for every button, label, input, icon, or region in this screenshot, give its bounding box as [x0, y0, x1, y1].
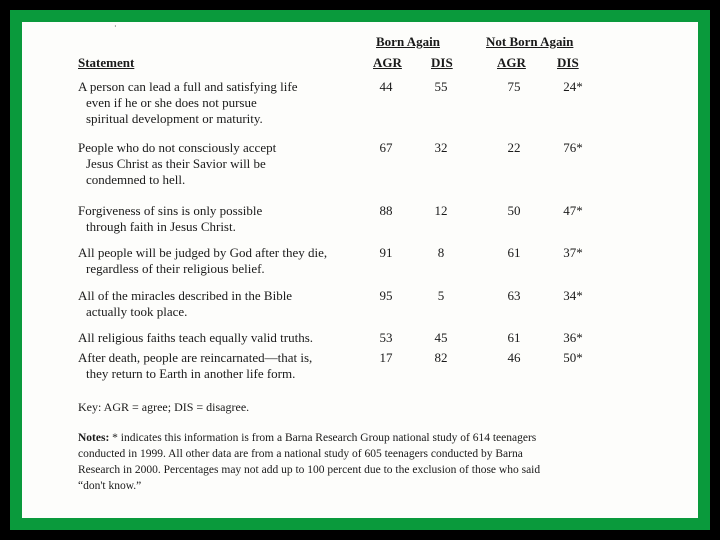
header-statement: Statement: [78, 55, 135, 70]
statement-line: regardless of their religious belief.: [86, 261, 265, 276]
statement-line: All religious faiths teach equally valid truths.: [78, 330, 314, 345]
statement-line: Forgiveness of sins is only possible: [78, 203, 263, 218]
cell-ba-agr: 67: [379, 140, 393, 155]
table-row-statement: [78, 288, 368, 320]
statement-line: condemned to hell.: [86, 172, 186, 187]
cell-ba-agr: 53: [379, 330, 393, 345]
statement-line: spiritual development or maturity.: [86, 111, 263, 126]
cell-ba-dis: 5: [437, 288, 445, 303]
cell-nba-dis: 76*: [563, 140, 583, 155]
table-row-statement: [78, 79, 368, 127]
cell-nba-dis: 34*: [563, 288, 583, 303]
cell-nba-dis: 47*: [563, 203, 583, 218]
statement-line: they return to Earth in another life form.: [86, 366, 296, 381]
notes-line: conducted in 1999. All other data are from a national study of 605 teenagers conducted by Barna: [78, 448, 523, 460]
cell-nba-dis: 50*: [563, 350, 583, 365]
table-row-statement: [78, 245, 368, 277]
key-legend: Key: AGR = agree; DIS = disagree.: [78, 400, 250, 414]
cell-ba-dis: 12: [434, 203, 448, 218]
header-not-born-again: Not Born Again: [486, 34, 574, 49]
notes-label: Notes:: [78, 432, 110, 444]
cell-nba-agr: 46: [507, 350, 521, 365]
table-row-statement: [78, 203, 368, 235]
cell-ba-dis: 82: [434, 350, 448, 365]
cell-ba-dis: 45: [434, 330, 448, 345]
table-row-statement: [78, 350, 368, 382]
cell-ba-dis: 55: [434, 79, 448, 94]
cell-ba-dis: 32: [434, 140, 448, 155]
cell-ba-agr: 91: [379, 245, 393, 260]
cell-ba-agr: 17: [379, 350, 393, 365]
header-ba-agr: AGR: [373, 55, 402, 70]
cell-ba-agr: 44: [379, 79, 393, 94]
header-ba-dis: DIS: [431, 55, 453, 70]
cell-nba-agr: 50: [507, 203, 521, 218]
statement-line: A person can lead a full and satisfying life: [78, 79, 298, 94]
cell-nba-dis: 24*: [563, 79, 583, 94]
header-born-again: Born Again: [376, 34, 440, 49]
cell-ba-agr: 95: [379, 288, 393, 303]
statement-line: After death, people are reincarnated—that is,: [78, 350, 313, 365]
table-row-statement: [78, 140, 368, 188]
cell-ba-dis: 8: [437, 245, 445, 260]
cell-ba-agr: 88: [379, 203, 393, 218]
statement-line: People who do not consciously accept: [78, 140, 277, 155]
cell-nba-dis: 37*: [563, 245, 583, 260]
statement-line: through faith in Jesus Christ.: [86, 219, 236, 234]
cell-nba-agr: 63: [507, 288, 521, 303]
statement-line: All people will be judged by God after they die,: [78, 245, 328, 260]
header-nba-dis: DIS: [557, 55, 579, 70]
stray-mark: ·: [114, 22, 117, 31]
notes-line: “don't know.”: [78, 480, 142, 492]
header-nba-agr: AGR: [497, 55, 526, 70]
statement-line: Jesus Christ as their Savior will be: [86, 156, 266, 171]
notes-block: [78, 430, 618, 494]
cell-nba-agr: 61: [507, 245, 521, 260]
notes-line: Research in 2000. Percentages may not add up to 100 percent due to the exclusion of those who said: [78, 464, 541, 476]
notes-line: * indicates this information is from a Barna Research Group national study of 614 teenagers: [109, 432, 537, 444]
cell-nba-agr: 22: [507, 140, 521, 155]
cell-nba-agr: 61: [507, 330, 521, 345]
statement-line: actually took place.: [86, 304, 188, 319]
cell-nba-agr: 75: [507, 79, 521, 94]
document-page: [22, 22, 698, 518]
cell-nba-dis: 36*: [563, 330, 583, 345]
table-row-statement: [78, 330, 368, 346]
statement-line: All of the miracles described in the Bible: [78, 288, 293, 303]
statement-line: even if he or she does not pursue: [86, 95, 257, 110]
